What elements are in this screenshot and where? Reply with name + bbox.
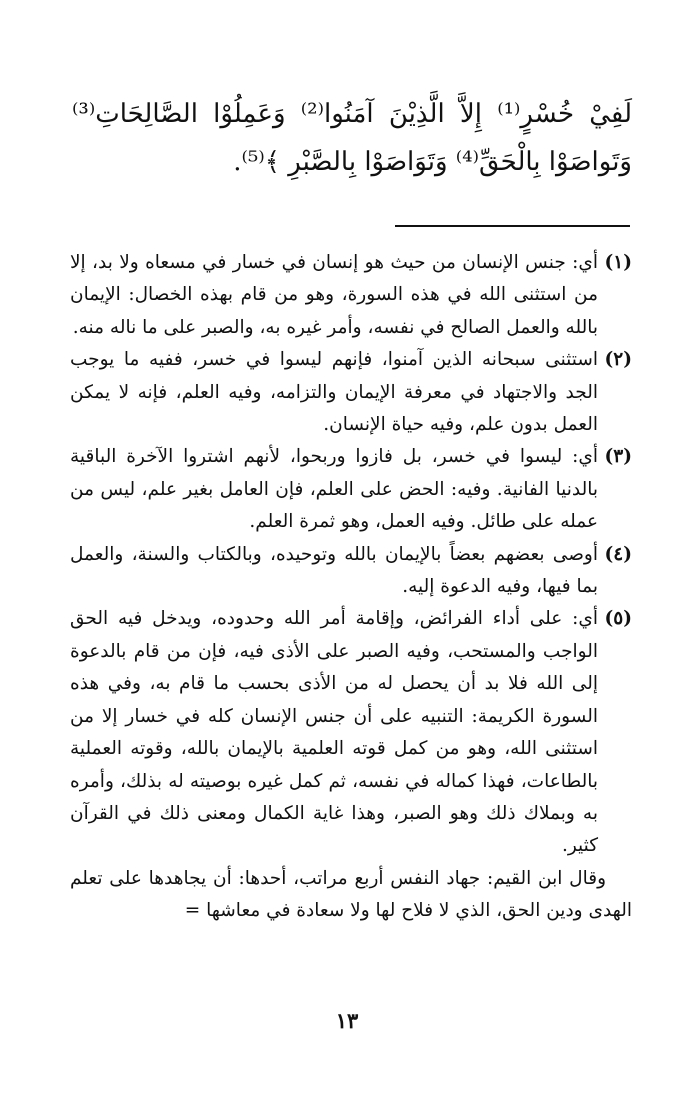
footnote-text: أي: على أداء الفرائض، وإقامة أمر الله وحدوده، ويدخل فيه الحق الواجب والمستحب، وفيه الصبر على الأذى فيه، فإن من قام بالدعوة إلى الله فلا بد أن يحصل له من الأذى بحسب ما قام به، وفي هذه السورة الكريمة: التنبيه على أن جنس الإنسان كله في خسار إلا من استثنى الله، وهو من كمل قوته العلمية بالإيمان بالله، وقوته العملية بالطاعات، فهذا كماله في نفسه، ثم كمل غيره بوصيته له بذلك، وأمره به وبملاك ذلك وهو الصبر، وهذا غاية الكمال ومعنى ذلك في القرآن كثير. (70, 608, 598, 857)
footnote-4 (70, 539, 632, 604)
footnote-text: أي: جنس الإنسان من حيث هو إنسان في خسار في مسعاه ولا بد، إلا من استثنى الله في هذه السورة، وهو من قام بهذه الخصال: الإيمان بالله والعمل الصالح في نفسه، وأمر غيره به، والصبر على ما ناله منه. (70, 252, 598, 338)
footnote-number: (٤) (604, 543, 632, 565)
footnote-number: (٢) (604, 349, 632, 371)
footnote-5 (70, 603, 632, 862)
footnote-text: أوصى بعضهم بعضاً بالإيمان بالله وتوحيده، وبالكتاب والسنة، والعمل بما فيها، وفيه الدعوة إليه. (70, 543, 598, 598)
footnote-text: أي: ليسوا في خسر، بل فازوا وربحوا، لأنهم اشتروا الآخرة الباقية بالدنيا الفانية. وفيه: الحض على العلم، فإن العامل بغير علم، ليس من عمله على طائل. وفيه العمل، وهو ثمرة العلم. (70, 446, 598, 533)
footnote-3 (70, 441, 632, 538)
footnote-2 (70, 344, 632, 441)
footnote-text: استثنى سبحانه الذين آمنوا، فإنهم ليسوا في خسر، ففيه ما يوجب الجد والاجتهاد في معرفة الإيمان والتزامه، وفيه العلم، فإنه لا يمكن العمل بدون علم، وفيه حياة الإنسان. (70, 349, 598, 436)
footnote-divider (395, 225, 630, 227)
quran-verse: لَفِيْ خُسْرٍ⁽¹⁾ إِلاَّ الَّذِيْنَ آمَنُوا⁽²⁾ وَعَمِلُوْا الصَّالِحَاتِ⁽³⁾ وَتَواصَوْا بِالْحَقِّ⁽⁴⁾ وَتَوَاصَوْا بِالصَّبْرِ ﴾⁽⁵⁾. (72, 99, 633, 177)
footnote-1 (70, 247, 632, 344)
continuation-paragraph: وقال ابن القيم: جهاد النفس أربع مراتب، أحدها: أن يجاهدها على تعلم الهدى ودين الحق، الذي لا فلاح لها ولا سعادة في معاشها = (70, 867, 632, 922)
footnote-number: (١) (604, 252, 632, 273)
page-number: ١٣ (335, 1008, 359, 1033)
footnotes (70, 247, 632, 928)
footnote-number: (٣) (604, 446, 632, 468)
footnote-number: (٥) (604, 608, 632, 630)
